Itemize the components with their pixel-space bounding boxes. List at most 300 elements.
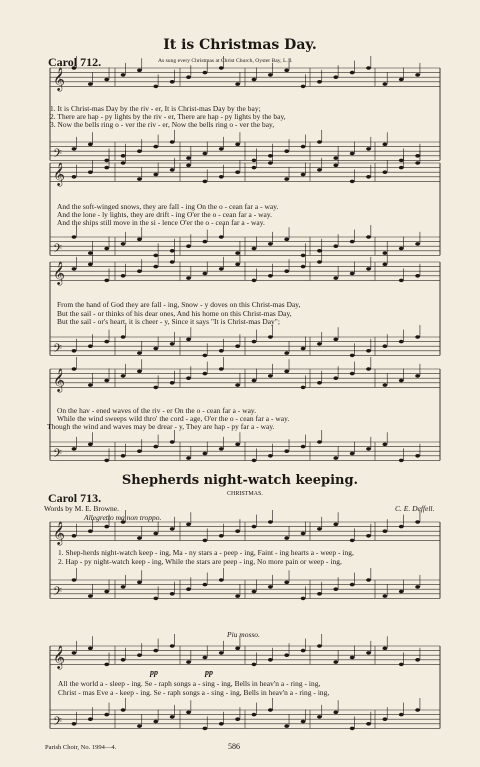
note-head bbox=[252, 459, 257, 463]
note-head bbox=[72, 447, 77, 451]
lyric-line: But the sail - or thinks of his dear ones, And his home on this Christ-mas Day, bbox=[57, 309, 292, 318]
note-head bbox=[333, 660, 338, 664]
words-credit: Words by M. E. Browne. bbox=[44, 504, 120, 513]
note-head bbox=[284, 653, 289, 657]
note-head bbox=[72, 175, 77, 179]
note-head bbox=[317, 80, 322, 84]
note-head bbox=[153, 347, 158, 351]
note-head bbox=[284, 69, 289, 73]
note-head bbox=[219, 267, 224, 271]
note-head bbox=[121, 154, 126, 158]
note-head bbox=[268, 520, 273, 524]
note-head bbox=[268, 374, 273, 378]
note-head bbox=[268, 154, 273, 158]
lyric-line: 3. Now the bells ring o - ver the riv - er, Now the bells ring o - ver the bay, bbox=[50, 120, 275, 129]
note-head bbox=[137, 536, 142, 540]
note-head bbox=[203, 583, 208, 587]
note-head bbox=[72, 235, 77, 239]
note-head bbox=[104, 590, 109, 594]
note-head bbox=[121, 708, 126, 712]
note-head bbox=[219, 147, 224, 151]
note-head bbox=[186, 338, 191, 342]
note-head bbox=[137, 653, 142, 657]
note-head bbox=[170, 592, 175, 596]
lyric-line: On the hav - ened waves of the riv - er On the o - cean far a - way. bbox=[57, 406, 257, 415]
note-head bbox=[350, 354, 355, 358]
note-head bbox=[88, 529, 93, 533]
bass-clef-icon: 𝄢 bbox=[53, 147, 63, 164]
note-head bbox=[268, 585, 273, 589]
note-head bbox=[88, 443, 93, 447]
note-head bbox=[350, 539, 355, 543]
lyric-line: And the ships still move in the si - lence O'er the o - cean far a - way. bbox=[57, 218, 265, 227]
note-head bbox=[252, 663, 257, 667]
note-head bbox=[137, 351, 142, 355]
note-head bbox=[301, 173, 306, 177]
note-head bbox=[415, 242, 420, 246]
note-head bbox=[170, 140, 175, 144]
note-head bbox=[104, 459, 109, 463]
note-head bbox=[170, 715, 175, 719]
note-head bbox=[415, 708, 420, 712]
note-head bbox=[268, 73, 273, 77]
note-head bbox=[235, 383, 240, 387]
note-head bbox=[399, 459, 404, 463]
note-head bbox=[284, 238, 289, 242]
note-head bbox=[219, 447, 224, 451]
note-head bbox=[284, 370, 289, 374]
note-head bbox=[153, 254, 158, 258]
note-head bbox=[383, 647, 388, 651]
note-head bbox=[383, 717, 388, 721]
note-head bbox=[235, 251, 240, 255]
note-head bbox=[333, 276, 338, 280]
note-head bbox=[268, 658, 273, 662]
note-head bbox=[137, 724, 142, 728]
note-head bbox=[383, 82, 388, 86]
note-head bbox=[366, 66, 371, 70]
note-head bbox=[219, 66, 224, 70]
note-head bbox=[170, 260, 175, 264]
treble-clef-icon: 𝄞 bbox=[53, 644, 65, 669]
hymn-category: CHRISTMAS. bbox=[227, 491, 263, 497]
note-head bbox=[301, 532, 306, 536]
bass-clef-icon: 𝄢 bbox=[53, 715, 63, 732]
hymn-title: Shepherds night-watch keeping. bbox=[121, 473, 359, 488]
note-head bbox=[383, 344, 388, 348]
note-head bbox=[235, 443, 240, 447]
note-head bbox=[88, 383, 93, 387]
note-head bbox=[252, 379, 257, 383]
note-head bbox=[383, 443, 388, 447]
note-head bbox=[186, 711, 191, 715]
note-head bbox=[383, 143, 388, 147]
note-head bbox=[333, 587, 338, 591]
note-head bbox=[153, 649, 158, 653]
note-head bbox=[153, 85, 158, 89]
note-head bbox=[219, 534, 224, 538]
note-head bbox=[333, 164, 338, 168]
treble-clef-icon: 𝄞 bbox=[53, 66, 65, 91]
note-head bbox=[153, 532, 158, 536]
note-head bbox=[104, 340, 109, 344]
note-head bbox=[72, 578, 77, 582]
carol-number: Carol 712. bbox=[48, 55, 102, 69]
note-head bbox=[383, 170, 388, 174]
note-head bbox=[186, 376, 191, 380]
note-head bbox=[137, 449, 142, 453]
note-head bbox=[399, 279, 404, 283]
note-head bbox=[317, 168, 322, 172]
note-head bbox=[415, 154, 420, 158]
note-head bbox=[104, 159, 109, 163]
note-head bbox=[366, 349, 371, 353]
bass-clef-icon: 𝄢 bbox=[53, 342, 63, 359]
lyric-line: Though the wind and waves may be drear - y, They are hap - py far a - way. bbox=[47, 422, 275, 431]
note-head bbox=[137, 581, 142, 585]
note-head bbox=[333, 456, 338, 460]
note-head bbox=[153, 265, 158, 269]
hymn-title: It is Christmas Day. bbox=[163, 37, 317, 53]
note-head bbox=[301, 649, 306, 653]
note-head bbox=[137, 149, 142, 153]
lyric-line: 1. Shep-herds night-watch keep - ing, Ma - ny stars a - peep - ing, Faint - ing hearts a - weep - ing, bbox=[58, 548, 354, 557]
note-head bbox=[104, 279, 109, 283]
note-head bbox=[350, 71, 355, 75]
note-head bbox=[284, 536, 289, 540]
note-head bbox=[317, 592, 322, 596]
note-head bbox=[186, 164, 191, 168]
note-head bbox=[415, 585, 420, 589]
note-head bbox=[301, 347, 306, 351]
note-head bbox=[366, 447, 371, 451]
note-head bbox=[317, 644, 322, 648]
note-head bbox=[301, 386, 306, 390]
note-head bbox=[268, 242, 273, 246]
note-head bbox=[399, 166, 404, 170]
note-head bbox=[415, 374, 420, 378]
note-head bbox=[203, 354, 208, 358]
note-head bbox=[366, 267, 371, 271]
note-head bbox=[317, 342, 322, 346]
note-head bbox=[399, 159, 404, 163]
note-head bbox=[415, 73, 420, 77]
note-head bbox=[333, 711, 338, 715]
note-head bbox=[203, 727, 208, 731]
note-head bbox=[366, 722, 371, 726]
note-head bbox=[268, 335, 273, 339]
note-head bbox=[137, 370, 142, 374]
note-head bbox=[219, 578, 224, 582]
lyric-line: From the hand of God they are fall - ing, Snow - y doves on this Christ-mas Day, bbox=[57, 300, 301, 309]
note-head bbox=[121, 585, 126, 589]
note-head bbox=[383, 594, 388, 598]
note-head bbox=[203, 539, 208, 543]
note-head bbox=[252, 525, 257, 529]
note-head bbox=[219, 235, 224, 239]
note-head bbox=[121, 161, 126, 165]
note-head bbox=[104, 166, 109, 170]
note-head bbox=[301, 145, 306, 149]
note-head bbox=[203, 372, 208, 376]
note-head bbox=[301, 445, 306, 449]
note-head bbox=[104, 78, 109, 82]
note-head bbox=[137, 238, 142, 242]
note-head bbox=[415, 658, 420, 662]
note-head bbox=[333, 156, 338, 160]
note-head bbox=[186, 587, 191, 591]
note-head bbox=[333, 338, 338, 342]
lyric-line: 2. There are hap - py lights by the riv - er, There are hap - py lights by the bay, bbox=[50, 112, 286, 121]
note-head bbox=[121, 454, 126, 458]
bass-clef-icon: 𝄢 bbox=[53, 242, 63, 259]
note-head bbox=[350, 152, 355, 156]
note-head bbox=[350, 180, 355, 184]
lyric-line: And the soft-winged snows, they are fall - ing On the o - cean far a - way. bbox=[57, 202, 279, 211]
note-head bbox=[301, 597, 306, 601]
note-head bbox=[72, 722, 77, 726]
note-head bbox=[415, 274, 420, 278]
note-head bbox=[301, 254, 306, 258]
note-head bbox=[88, 82, 93, 86]
note-head bbox=[350, 272, 355, 276]
note-head bbox=[268, 161, 273, 165]
note-head bbox=[301, 720, 306, 724]
note-head bbox=[252, 159, 257, 163]
note-head bbox=[72, 534, 77, 538]
tempo-marking: Piu mosso. bbox=[227, 630, 260, 639]
note-head bbox=[186, 156, 191, 160]
note-head bbox=[88, 344, 93, 348]
note-head bbox=[137, 177, 142, 181]
note-head bbox=[317, 527, 322, 531]
note-head bbox=[333, 523, 338, 527]
note-head bbox=[170, 381, 175, 385]
note-head bbox=[72, 651, 77, 655]
note-head bbox=[170, 644, 175, 648]
note-head bbox=[88, 170, 93, 174]
lyric-line: And the lone - ly lights, they are drift - ing O'er the o - cean far a - way. bbox=[57, 210, 273, 219]
note-head bbox=[153, 597, 158, 601]
note-head bbox=[186, 456, 191, 460]
note-head bbox=[121, 73, 126, 77]
note-head bbox=[186, 660, 191, 664]
treble-clef-icon: 𝄞 bbox=[53, 260, 65, 285]
note-head bbox=[399, 590, 404, 594]
note-head bbox=[317, 715, 322, 719]
tempo-marking: Allegretto ma non troppo. bbox=[84, 513, 162, 522]
note-head bbox=[186, 276, 191, 280]
note-head bbox=[268, 454, 273, 458]
note-head bbox=[235, 344, 240, 348]
note-head bbox=[186, 523, 191, 527]
note-head bbox=[333, 244, 338, 248]
note-head bbox=[350, 372, 355, 376]
note-head bbox=[203, 152, 208, 156]
note-head bbox=[399, 525, 404, 529]
note-head bbox=[235, 82, 240, 86]
note-head bbox=[170, 342, 175, 346]
lyric-line: All the world a - sleep - ing. Se - raph songs a - sing - ing, Bells in heav'n a - ring - ing, bbox=[58, 679, 321, 688]
composer-credit: C. E. Deffell. bbox=[395, 504, 435, 513]
note-head bbox=[383, 529, 388, 533]
note-head bbox=[366, 175, 371, 179]
note-head bbox=[252, 590, 257, 594]
note-head bbox=[366, 367, 371, 371]
note-head bbox=[252, 279, 257, 283]
note-head bbox=[399, 247, 404, 251]
note-head bbox=[350, 656, 355, 660]
note-head bbox=[235, 594, 240, 598]
note-head bbox=[301, 85, 306, 89]
note-head bbox=[333, 376, 338, 380]
note-head bbox=[333, 75, 338, 79]
note-head bbox=[170, 440, 175, 444]
note-head bbox=[350, 240, 355, 244]
note-head bbox=[415, 161, 420, 165]
note-head bbox=[72, 147, 77, 151]
note-head bbox=[366, 534, 371, 538]
note-head bbox=[121, 374, 126, 378]
note-head bbox=[121, 658, 126, 662]
note-head bbox=[137, 69, 142, 73]
note-head bbox=[203, 656, 208, 660]
note-head bbox=[383, 263, 388, 267]
note-head bbox=[399, 379, 404, 383]
note-head bbox=[88, 263, 93, 267]
lyric-line: 2. Hap - py night-watch keep - ing, While the stars are peep - ing, No more pain or weep - ing, bbox=[58, 557, 342, 566]
note-head bbox=[317, 440, 322, 444]
note-head bbox=[219, 367, 224, 371]
note-head bbox=[284, 351, 289, 355]
note-head bbox=[235, 170, 240, 174]
note-head bbox=[317, 249, 322, 253]
note-head bbox=[104, 663, 109, 667]
note-head bbox=[235, 143, 240, 147]
lyric-line: Christ - mas Eve a - keep - ing. Se - raph songs a - sing - ing, Bells in heav'n a - ring - ing, bbox=[58, 688, 330, 697]
carol-number: Carol 713. bbox=[48, 491, 102, 505]
note-head bbox=[317, 381, 322, 385]
note-head bbox=[284, 269, 289, 273]
treble-clef-icon: 𝄞 bbox=[53, 367, 65, 392]
note-head bbox=[72, 367, 77, 371]
note-head bbox=[121, 335, 126, 339]
note-head bbox=[317, 260, 322, 264]
note-head bbox=[399, 713, 404, 717]
note-head bbox=[153, 173, 158, 177]
note-head bbox=[383, 383, 388, 387]
note-head bbox=[121, 242, 126, 246]
note-head bbox=[284, 449, 289, 453]
note-head bbox=[415, 335, 420, 339]
page-number: 586 bbox=[228, 742, 240, 751]
bass-clef-icon: 𝄢 bbox=[53, 447, 63, 464]
note-head bbox=[268, 708, 273, 712]
note-head bbox=[203, 180, 208, 184]
note-head bbox=[104, 247, 109, 251]
note-head bbox=[153, 145, 158, 149]
note-head bbox=[121, 274, 126, 278]
note-head bbox=[104, 379, 109, 383]
note-head bbox=[301, 265, 306, 269]
note-head bbox=[137, 269, 142, 273]
note-head bbox=[88, 251, 93, 255]
note-head bbox=[252, 340, 257, 344]
lyric-line: While the wind sweeps wild thro' the cord - age, O'er the o - cean far a - way. bbox=[57, 414, 290, 423]
note-head bbox=[219, 175, 224, 179]
note-head bbox=[350, 727, 355, 731]
footer-publisher: Parish Choir, No. 1994—4. bbox=[45, 744, 117, 751]
note-head bbox=[88, 594, 93, 598]
note-head bbox=[72, 267, 77, 271]
note-head bbox=[170, 168, 175, 172]
note-head bbox=[88, 143, 93, 147]
note-head bbox=[284, 149, 289, 153]
note-head bbox=[284, 177, 289, 181]
note-head bbox=[203, 71, 208, 75]
note-head bbox=[88, 717, 93, 721]
note-head bbox=[399, 663, 404, 667]
note-head bbox=[268, 274, 273, 278]
note-head bbox=[350, 452, 355, 456]
note-head bbox=[104, 525, 109, 529]
note-head bbox=[415, 454, 420, 458]
note-head bbox=[235, 263, 240, 267]
note-head bbox=[219, 349, 224, 353]
note-head bbox=[153, 386, 158, 390]
note-head bbox=[252, 166, 257, 170]
lyric-line: But the sail - or's heart, it is cheer - y, Since it says "It is Christ-mas Day"; bbox=[57, 317, 280, 326]
note-head bbox=[350, 583, 355, 587]
note-head bbox=[186, 244, 191, 248]
note-head bbox=[284, 724, 289, 728]
lyric-line: 1. It is Christ-mas Day by the riv - er, It is Christ-mas Day by the bay; bbox=[50, 104, 261, 113]
note-head bbox=[383, 251, 388, 255]
hymn-subtitle: As sung every Christmas at Christ Church, Oyster Bay, L. I. bbox=[158, 58, 293, 64]
note-head bbox=[284, 581, 289, 585]
note-head bbox=[235, 717, 240, 721]
note-head bbox=[235, 647, 240, 651]
note-head bbox=[203, 240, 208, 244]
note-head bbox=[170, 80, 175, 84]
note-head bbox=[203, 272, 208, 276]
dynamic-marking: pp bbox=[150, 668, 158, 677]
note-head bbox=[203, 452, 208, 456]
note-head bbox=[153, 720, 158, 724]
note-head bbox=[366, 235, 371, 239]
note-head bbox=[170, 527, 175, 531]
note-head bbox=[252, 247, 257, 251]
note-head bbox=[252, 713, 257, 717]
note-head bbox=[153, 445, 158, 449]
note-head bbox=[366, 147, 371, 151]
note-head bbox=[186, 75, 191, 79]
note-head bbox=[415, 520, 420, 524]
note-head bbox=[219, 651, 224, 655]
note-head bbox=[72, 349, 77, 353]
note-head bbox=[104, 713, 109, 717]
bass-clef-icon: 𝄢 bbox=[53, 585, 63, 602]
note-head bbox=[170, 249, 175, 253]
note-head bbox=[366, 578, 371, 582]
note-head bbox=[235, 529, 240, 533]
note-head bbox=[399, 340, 404, 344]
treble-clef-icon: 𝄞 bbox=[53, 161, 65, 186]
note-head bbox=[366, 651, 371, 655]
note-head bbox=[88, 647, 93, 651]
treble-clef-icon: 𝄞 bbox=[53, 520, 65, 545]
note-head bbox=[252, 78, 257, 82]
